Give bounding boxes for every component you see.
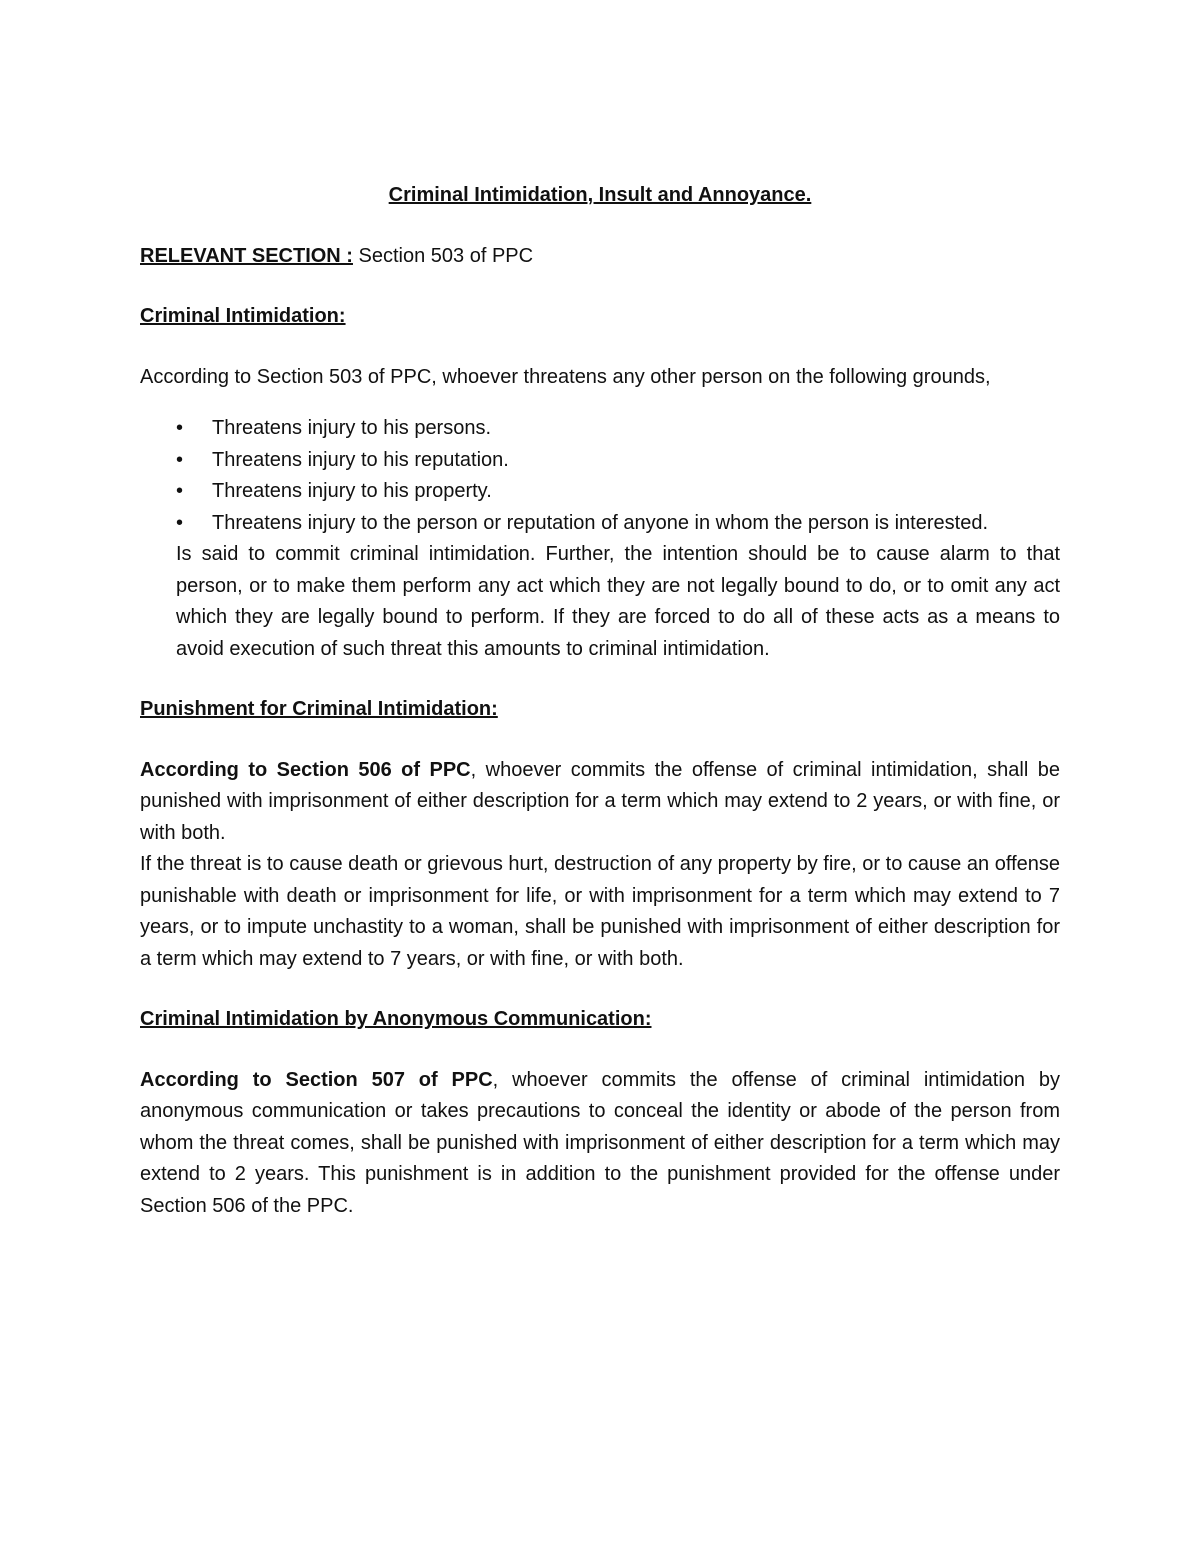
list-item	[140, 445, 1060, 477]
anonymous-communication-heading: Criminal Intimidation by Anonymous Communication:	[140, 1008, 652, 1030]
grounds-list	[140, 413, 1060, 539]
anonymous-communication-paragraph	[140, 1065, 1060, 1223]
relevant-section-label: RELEVANT SECTION :	[140, 244, 353, 267]
list-item	[140, 413, 1060, 445]
section-506-reference: According to Section 506 of PPC	[140, 758, 471, 781]
list-item	[140, 508, 1060, 540]
section-507-reference: According to Section 507 of PPC	[140, 1068, 493, 1091]
relevant-section-line	[140, 241, 1060, 273]
bullet-icon: •	[176, 448, 184, 471]
list-item-text: Threatens injury to his reputation.	[212, 448, 509, 471]
list-item-text: Threatens injury to his property.	[212, 480, 492, 502]
punishment-heading: Punishment for Criminal Intimidation:	[140, 698, 498, 720]
document-body	[140, 180, 1060, 1222]
punishment-paragraph-threat: If the threat is to cause death or grievous hurt, destruction of any property by fire, or to cause an offense punishable with death or imprisonment for life, or with imprisonment for a term which may extend to 7 years, or to impute unchastity to a woman, shall be punished with imprisonment of either description for a term which may extend to 7 years, or with fine, or with both.	[140, 853, 1060, 970]
criminal-intimidation-heading: Criminal Intimidation:	[140, 305, 346, 327]
punishment-paragraph-506-text: , whoever commits the offense of criminal intimidation, shall be punished with imprisonment of either description for a term which may extend to 2 years, or with fine, or with both.	[140, 758, 1061, 844]
bullet-icon: •	[176, 480, 184, 502]
list-item-text: Threatens injury to the person or reputation of anyone in whom the person is interested.	[212, 511, 989, 534]
criminal-intimidation-conclusion: Is said to commit criminal intimidation. Further, the intention should be to cause alarm to that person, or to make them perform any act which they are not legally bound to do, or to omit any act which they are legally bound to perform. If they are forced to do all of these acts as a means to avoid execution of such threat this amounts to criminal intimidation.	[176, 543, 1060, 660]
document-title: Criminal Intimidation, Insult and Annoyance.	[388, 184, 812, 206]
list-item-text: Threatens injury to his persons.	[212, 417, 492, 439]
relevant-section-value: Section 503 of PPC	[358, 244, 534, 267]
anonymous-communication-text: , whoever commits the offense of criminal intimidation by anonymous communication or takes precautions to conceal the identity or abode of the person from whom the threat comes, shall be punished with imprisonment of either description for a term which may extend to 2 years. This punishment is in addition to the punishment provided for the offense under Section 506 of the PPC.	[140, 1068, 1060, 1217]
punishment-paragraph-506	[140, 755, 1060, 850]
bullet-icon: •	[176, 417, 184, 439]
bullet-icon: •	[176, 511, 184, 534]
criminal-intimidation-intro: According to Section 503 of PPC, whoever threatens any other person on the following grounds,	[140, 365, 991, 388]
list-item	[140, 476, 1060, 508]
